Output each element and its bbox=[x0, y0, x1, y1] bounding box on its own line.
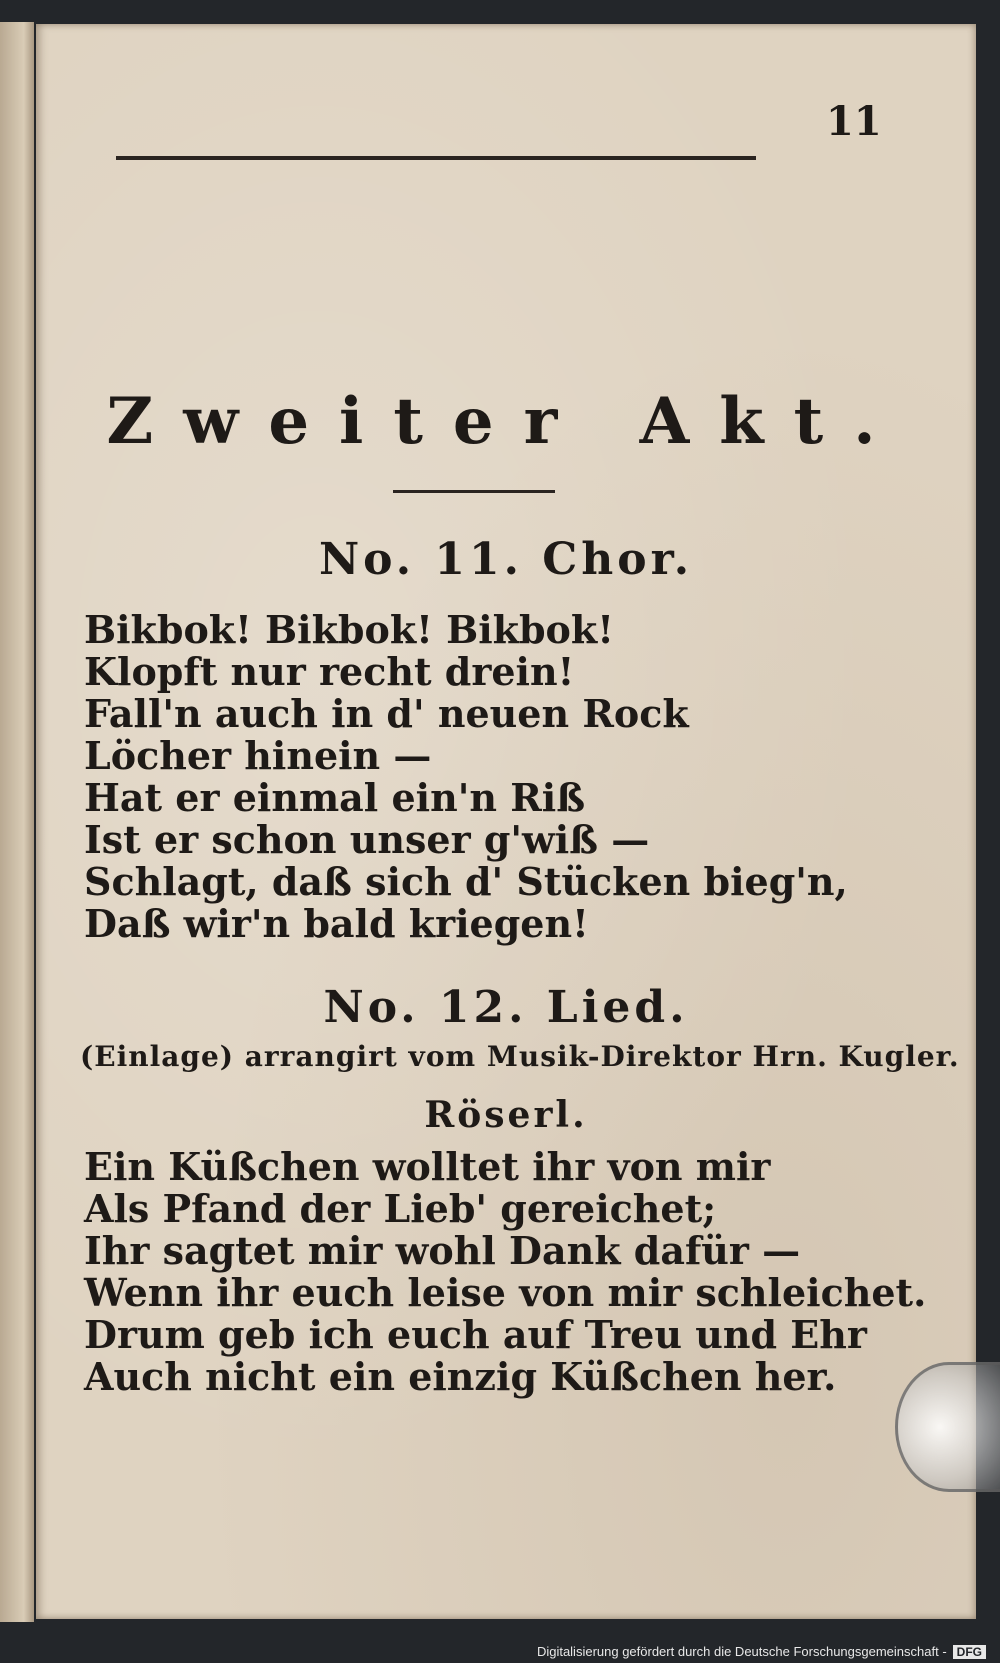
verse-line: Schlagt, daß sich d' Stücken bieg'n, bbox=[84, 859, 848, 904]
section-heading-chor: No. 11. Chor. bbox=[318, 534, 694, 585]
verse-line: Ihr sagtet mir wohl Dank dafür — bbox=[84, 1228, 801, 1273]
glass-page-weight bbox=[895, 1362, 1000, 1492]
credit-text: Digitalisierung gefördert durch die Deutsche Forschungsgemeinschaft - bbox=[536, 1644, 947, 1659]
verse-line: Als Pfand der Lieb' gereichet; bbox=[84, 1186, 717, 1231]
song-subtitle: (Einlage) arrangirt vom Musik-Direktor Hrn. Kugler. bbox=[80, 1040, 960, 1073]
verse-line: Klopft nur recht drein! bbox=[84, 649, 575, 694]
verse-line: Löcher hinein — bbox=[84, 733, 432, 778]
verse-line: Fall'n auch in d' neuen Rock bbox=[84, 691, 689, 736]
title-rule bbox=[393, 490, 555, 493]
page-number: 11 bbox=[826, 98, 882, 145]
song-name: Röserl. bbox=[424, 1094, 588, 1136]
verse-line: Bikbok! Bikbok! Bikbok! bbox=[84, 607, 614, 652]
section-heading-lied: No. 12. Lied. bbox=[323, 982, 689, 1033]
verse-line: Hat er einmal ein'n Riß bbox=[84, 775, 586, 820]
verse-line: Drum geb ich euch auf Treu und Ehr bbox=[84, 1312, 867, 1357]
book-page bbox=[36, 24, 976, 1619]
dfg-logo: DFG bbox=[953, 1645, 986, 1659]
verse-line: Ist er schon unser g'wiß — bbox=[84, 817, 650, 862]
verse-line: Daß wir'n bald kriegen! bbox=[84, 901, 589, 946]
verse-line: Wenn ihr euch leise von mir schleichet. bbox=[84, 1270, 927, 1315]
verse-line: Ein Küßchen wolltet ihr von mir bbox=[84, 1144, 771, 1189]
act-title: Zweiter Akt. bbox=[106, 384, 906, 459]
digitization-credit bbox=[537, 1644, 986, 1659]
adjacent-page-edge bbox=[0, 22, 34, 1622]
header-rule bbox=[116, 156, 756, 160]
verse-line: Auch nicht ein einzig Küßchen her. bbox=[84, 1354, 837, 1399]
